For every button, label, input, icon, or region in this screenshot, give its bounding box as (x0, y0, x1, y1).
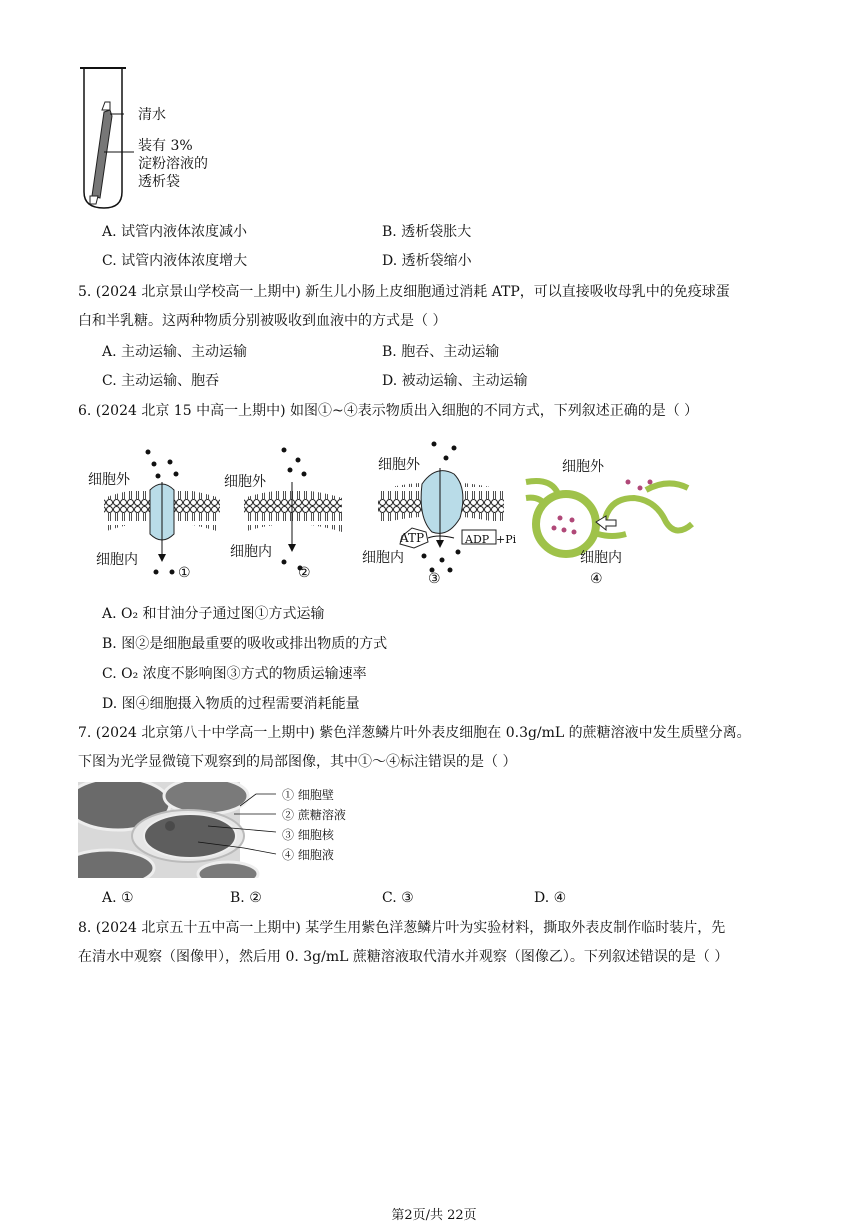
micrograph-label-3: ③ 细胞核 (282, 828, 334, 842)
micrograph-label-2: ② 蔗糖溶液 (282, 808, 346, 822)
q7-option-a: A. ① (102, 890, 134, 906)
d4-inside-label: 细胞内 (580, 550, 622, 566)
d3-adp: ADP (465, 533, 490, 546)
q7-stem-1: 7. (2024 北京第八十中学高一上期中) 紫色洋葱鳞片叶外表皮细胞在 0.3g/mL 的蔗糖溶液中发生质壁分离。 (78, 725, 751, 741)
d2-inside-label: 细胞内 (230, 544, 272, 560)
d2-number: ② (298, 565, 311, 581)
q6-stem: 6. (2024 北京 15 中高一上期中) 如图①~④表示物质出入细胞的不同方式，下列叙述正确的是（ ） (78, 403, 699, 419)
q5-stem-2: 白和半乳糖。这两种物质分别被吸收到血液中的方式是（ ） (78, 313, 447, 329)
q5-stem-1: 5. (2024 北京景山学校高一上期中) 新生儿小肠上皮细胞通过消耗 ATP，可以直接吸收母乳中的免疫球蛋 (78, 284, 730, 300)
q4-option-d: D. 透析袋缩小 (382, 253, 472, 269)
q7-stem-2: 下图为光学显微镜下观察到的局部图像，其中①～④标注错误的是（ ） (78, 754, 517, 770)
d1-number: ① (178, 565, 191, 581)
q6-option-d: D. 图④细胞摄入物质的过程需要消耗能量 (102, 696, 360, 712)
q7-option-d: D. ④ (534, 890, 567, 906)
q5-option-d: D. 被动运输、主动运输 (382, 373, 528, 389)
q7-option-b: B. ② (230, 890, 262, 906)
micrograph-label-4: ④ 细胞液 (282, 848, 334, 862)
d3-inside-label: 细胞内 (362, 550, 404, 566)
q7-option-c: C. ③ (382, 890, 414, 906)
q4-option-c: C. 试管内液体浓度增大 (102, 253, 248, 269)
q5-option-a: A. 主动运输、主动运输 (102, 344, 248, 360)
micrograph-label-1: ① 细胞壁 (282, 788, 334, 802)
d4-outside-label: 细胞外 (562, 459, 604, 475)
q6-option-a: A. O₂ 和甘油分子通过图①方式运输 (102, 606, 325, 622)
q8-stem-2: 在清水中观察（图像甲），然后用 0. 3g/mL 蔗糖溶液取代清水并观察（图像乙）。下列叙述错误的是（ ） (78, 949, 729, 965)
label-bag-3: 透析袋 (138, 174, 180, 190)
page-number: 第2页/共 22页 (391, 1208, 477, 1223)
d3-number: ③ (428, 571, 441, 587)
q5-option-b: B. 胞吞、主动运输 (382, 344, 500, 360)
label-water: 清水 (138, 107, 166, 123)
q8-stem-1: 8. (2024 北京五十五中高一上期中) 某学生用紫色洋葱鳞片叶为实验材料，撕取外表皮制作临时装片，先 (78, 920, 726, 936)
d2-outside-label: 细胞外 (224, 474, 266, 490)
q5-option-c: C. 主动运输、胞吞 (102, 373, 220, 389)
d1-outside-label: 细胞外 (88, 472, 130, 488)
q4-option-b: B. 透析袋胀大 (382, 224, 472, 240)
label-bag-1: 装有 3% (138, 138, 193, 154)
d4-number: ④ (590, 571, 603, 587)
d1-inside-label: 细胞内 (96, 552, 138, 568)
q6-option-c: C. O₂ 浓度不影响图③方式的物质运输速率 (102, 666, 367, 682)
d3-atp: ATP (400, 531, 425, 545)
label-bag-2: 淀粉溶液的 (138, 156, 208, 172)
q6-option-b: B. 图②是细胞最重要的吸收或排出物质的方式 (102, 636, 388, 652)
q4-option-a: A. 试管内液体浓度减小 (102, 224, 248, 240)
diagram-4 (526, 480, 692, 555)
d3-pi: +Pi (496, 533, 517, 546)
d3-outside-label: 细胞外 (378, 457, 420, 473)
